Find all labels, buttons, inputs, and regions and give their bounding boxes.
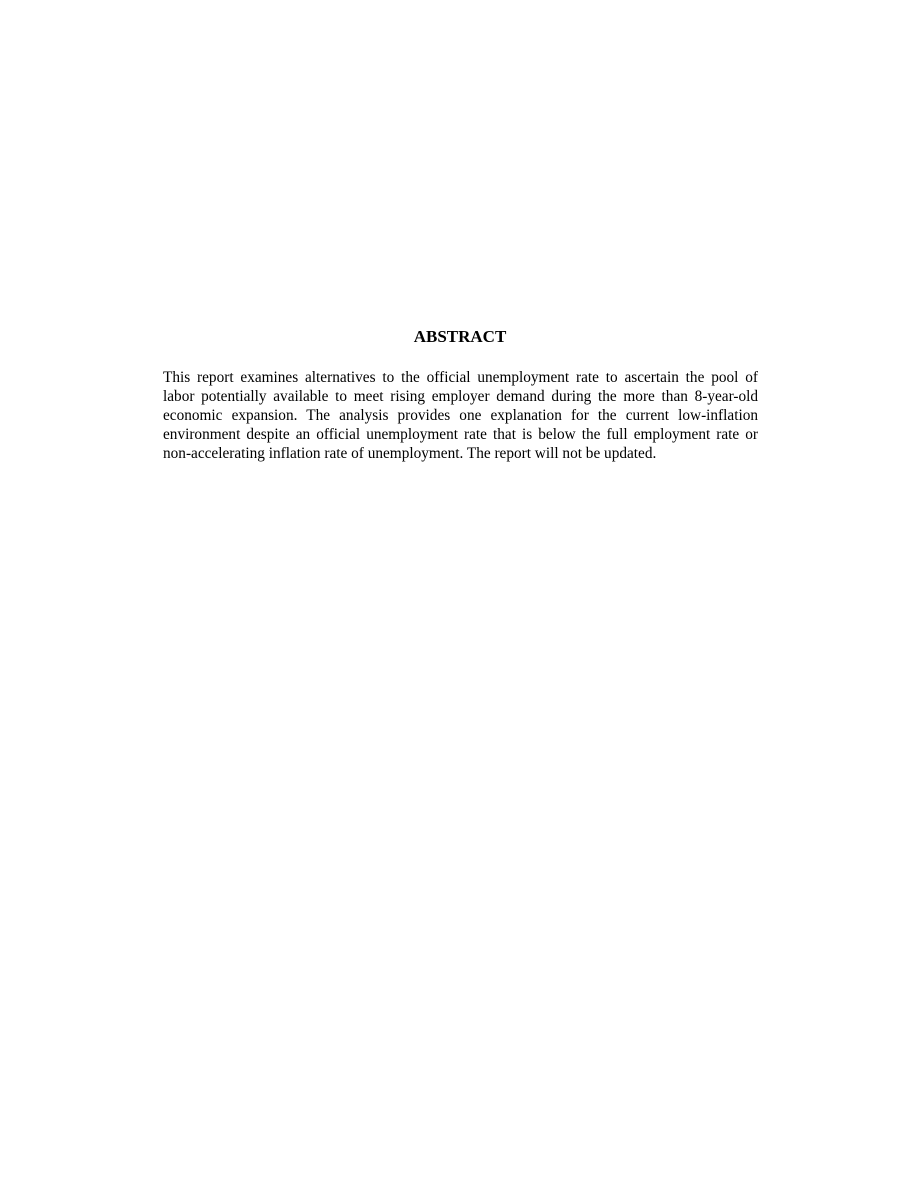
abstract-paragraph	[163, 368, 758, 463]
abstract-heading: ABSTRACT	[413, 327, 507, 346]
abstract-line: economic expansion. The analysis provides one explanation for the current low-inflation	[163, 407, 758, 424]
abstract-line: This report examines alternatives to the official unemployment rate to ascertain the pool of	[163, 369, 758, 386]
abstract-line: environment despite an official unemployment rate that is below the full employment rate or	[163, 426, 758, 443]
abstract-line: labor potentially available to meet rising employer demand during the more than 8-year-old	[163, 388, 758, 405]
abstract-line: non-accelerating inflation rate of unemployment. The report will not be updated.	[163, 445, 657, 462]
